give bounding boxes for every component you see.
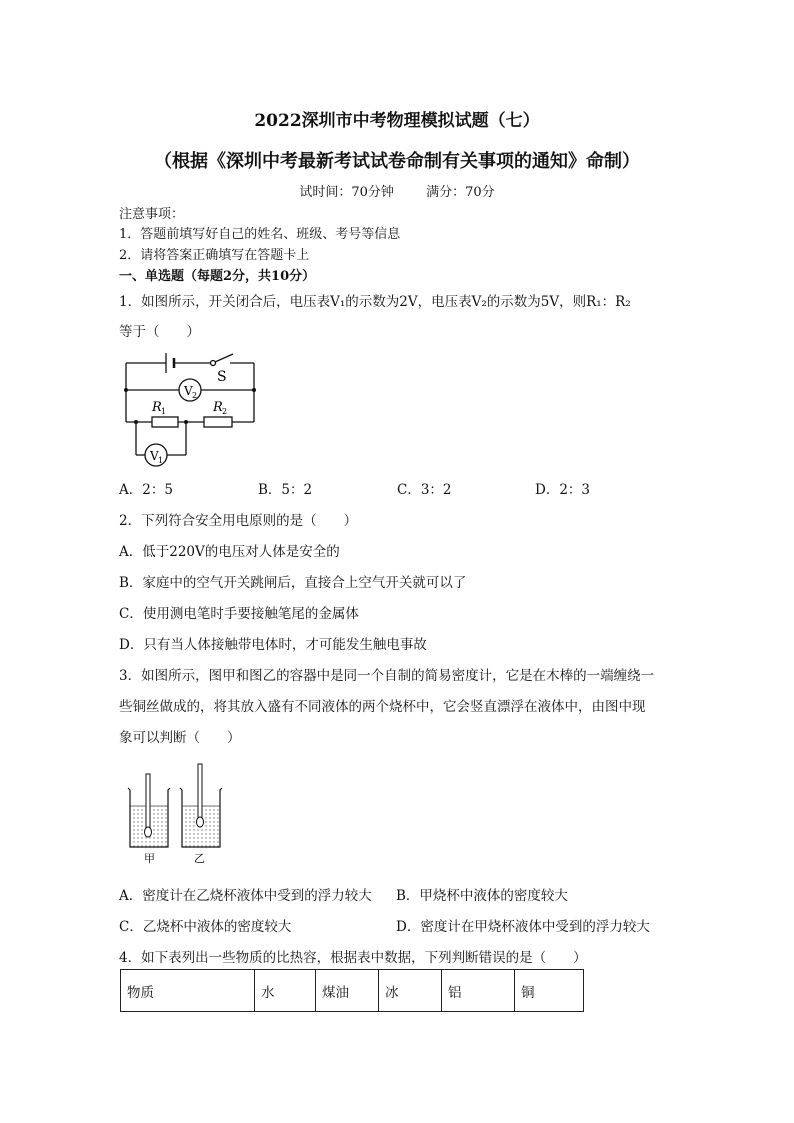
question-stem: 1．如图所示，开关闭合后，电压表V₁的示数为2V，电压表V₂的示数为5V，则R₁：R₂ <box>119 294 631 310</box>
option-c[interactable]: C．3：2 <box>397 482 452 498</box>
r2-label-sub: 2 <box>222 407 228 416</box>
v1-label: V <box>150 449 159 463</box>
v2-label-sub: 2 <box>192 391 198 400</box>
table-cell: 冰 <box>379 970 442 1012</box>
junction-dot <box>252 388 256 392</box>
r2-label: R <box>213 400 223 415</box>
switch-blade <box>215 354 233 362</box>
notes-heading: 注意事项： <box>119 207 185 222</box>
section-heading: 一、单选题（每题2分，共10分） <box>119 269 316 284</box>
hydrometer-figure <box>120 760 235 868</box>
question-stem: 些铜丝做成的，将其放入盛有不同液体的两个烧杯中，它会竖直漂浮在液体中，由图中现 <box>119 699 646 715</box>
junction-dot <box>124 388 128 392</box>
v2-label: V <box>184 384 193 398</box>
exam-meta <box>0 181 794 200</box>
option-c[interactable]: C．使用测电笔时手要接触笔尾的金属体 <box>119 606 359 622</box>
page-title: 2022深圳市中考物理模拟试题（七） <box>254 111 540 131</box>
switch-label: S <box>217 369 227 385</box>
page-subtitle: （根据《深圳中考最新考试试卷命制有关事项的通知》命制） <box>154 151 640 172</box>
beaker-left <box>128 774 170 847</box>
table-row <box>121 970 584 1012</box>
exam-score: 满分：70分 <box>426 185 495 200</box>
notes-item: 1．答题前填写好自己的姓名、班级、考号等信息 <box>119 227 401 242</box>
option-a[interactable]: A．密度计在乙烧杯液体中受到的浮力较大 <box>119 888 372 904</box>
question-stem: 象可以判断（ ） <box>119 730 241 746</box>
specific-heat-table <box>120 969 584 1012</box>
resistor-r2 <box>204 417 232 427</box>
table-cell: 物质 <box>121 970 255 1012</box>
v1-label-sub: 1 <box>158 456 164 465</box>
option-a[interactable]: A．2：5 <box>119 482 173 498</box>
table-cell: 铝 <box>442 970 515 1012</box>
table-cell: 煤油 <box>316 970 379 1012</box>
r1-label: R <box>152 400 162 415</box>
option-d[interactable]: D．2：3 <box>535 482 591 498</box>
beaker-label-yi: 乙 <box>194 852 205 865</box>
junction-dot <box>184 420 188 424</box>
option-d[interactable]: D．密度计在甲烧杯液体中受到的浮力较大 <box>396 919 650 935</box>
table-cell: 铜 <box>515 970 584 1012</box>
junction-dot <box>134 420 138 424</box>
beaker-label-jia: 甲 <box>144 852 155 865</box>
switch-contact <box>211 361 216 366</box>
option-b[interactable]: B．家庭中的空气开关跳闸后，直接合上空气开关就可以了 <box>119 575 467 591</box>
resistor-r1 <box>152 417 178 427</box>
circuit-diagram <box>118 345 263 471</box>
beaker-right <box>180 764 222 847</box>
option-d[interactable]: D．只有当人体接触带电体时，才可能发生触电事故 <box>119 637 427 653</box>
question-stem: 等于（ ） <box>119 324 200 340</box>
notes-item: 2．请将答案正确填写在答题卡上 <box>119 248 310 263</box>
option-a[interactable]: A．低于220V的电压对人体是安全的 <box>119 544 340 560</box>
option-c[interactable]: C．乙烧杯中液体的密度较大 <box>119 919 292 935</box>
option-b[interactable]: B．甲烧杯中液体的密度较大 <box>396 888 568 904</box>
exam-time: 试时间：70分钟 <box>299 185 394 200</box>
question-stem: 4．如下表列出一些物质的比热容，根据表中数据，下列判断错误的是（ ） <box>119 950 587 966</box>
question-stem: 3．如图所示，图甲和图乙的容器中是同一个自制的简易密度计，它是在木棒的一端缠绕一 <box>119 668 655 684</box>
option-b[interactable]: B．5：2 <box>258 482 313 498</box>
r1-label-sub: 1 <box>161 407 167 416</box>
question-stem: 2．下列符合安全用电原则的是（ ） <box>119 513 358 529</box>
table-cell: 水 <box>255 970 316 1012</box>
